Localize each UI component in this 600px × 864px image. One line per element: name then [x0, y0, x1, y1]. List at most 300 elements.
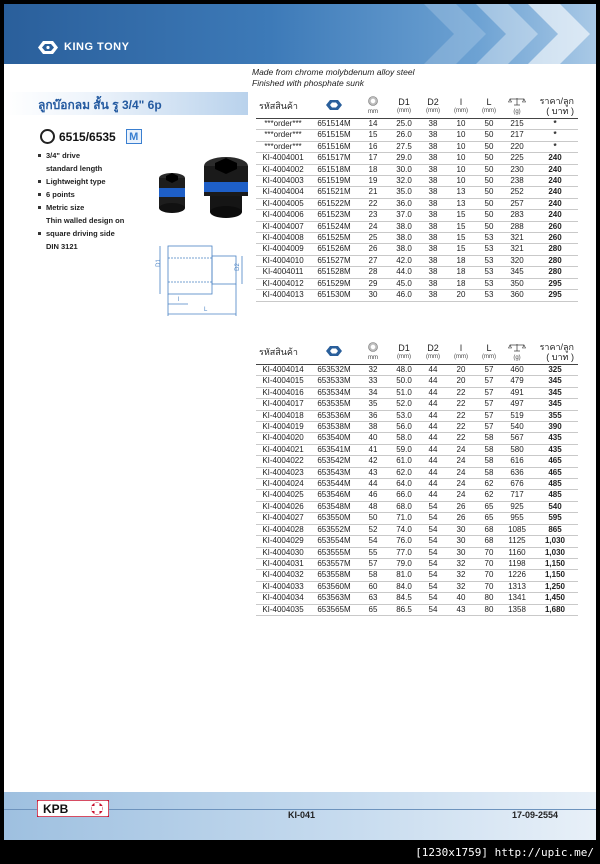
cell-size-mm: 36 [358, 410, 388, 421]
header-d2-unit: (mm) [426, 354, 440, 360]
cell-price: 240 [532, 153, 578, 164]
material-tagline [252, 67, 415, 89]
cell-weight: 1125 [502, 536, 532, 547]
table-row [256, 187, 578, 198]
cell-size-mm: 21 [358, 187, 388, 198]
cell-size-mm: 40 [358, 433, 388, 444]
cell-catalog-number: 653558M [310, 570, 358, 581]
cell-d2: 38 [420, 278, 446, 289]
cell-d1: 36.0 [388, 198, 420, 209]
cell-weight: 1198 [502, 558, 532, 569]
cell-product-code: ***order*** [256, 141, 310, 152]
cell-l1: 32 [446, 558, 476, 569]
table-row [256, 570, 578, 581]
header-d1-unit: (mm) [397, 354, 411, 360]
cell-product-code: ***order*** [256, 130, 310, 141]
header-d2 [420, 94, 446, 119]
cell-catalog-number: 653563M [310, 593, 358, 604]
table-row [256, 244, 578, 255]
table-row [256, 176, 578, 187]
cell-d1: 71.0 [388, 513, 420, 524]
cell-price: 240 [532, 164, 578, 175]
cell-weight: 676 [502, 479, 532, 490]
cell-catalog-number: 653552M [310, 524, 358, 535]
cell-weight: 540 [502, 422, 532, 433]
cell-d2: 44 [420, 399, 446, 410]
header-weight-icon [502, 94, 532, 119]
cell-product-code: KI-4004010 [256, 255, 310, 266]
cell-d2: 44 [420, 479, 446, 490]
header-price [532, 340, 578, 365]
cell-weight: 1085 [502, 524, 532, 535]
cell-size-mm: 33 [358, 376, 388, 387]
cell-size-mm: 19 [358, 176, 388, 187]
header-weight-icon-unit: (g) [513, 108, 521, 115]
header-weight-icon [502, 340, 532, 365]
cell-l1: 18 [446, 255, 476, 266]
cell-d2: 38 [420, 164, 446, 175]
cell-catalog-number: 653535M [310, 399, 358, 410]
cell-catalog-number: 651523M [310, 210, 358, 221]
cell-weight: 230 [502, 164, 532, 175]
cell-d2: 44 [420, 422, 446, 433]
cell-l1: 22 [446, 433, 476, 444]
cell-product-code: KI-4004001 [256, 153, 310, 164]
cell-d1: 45.0 [388, 278, 420, 289]
cell-d2: 44 [420, 456, 446, 467]
cell-weight: 580 [502, 444, 532, 455]
cell-size-mm: 41 [358, 444, 388, 455]
cell-l1: 10 [446, 153, 476, 164]
cell-weight: 283 [502, 210, 532, 221]
cell-size-mm: 35 [358, 399, 388, 410]
feature-item: DIN 3121 [46, 242, 78, 251]
table-row [256, 444, 578, 455]
cell-product-code: KI-4004016 [256, 387, 310, 398]
catalog-page [4, 4, 596, 840]
cell-size-mm: 14 [358, 119, 388, 130]
cell-l1: 26 [446, 501, 476, 512]
cell-l: 58 [476, 433, 502, 444]
cell-weight: 360 [502, 290, 532, 301]
feature-item: Lightweight type [46, 175, 124, 188]
cell-d1: 56.0 [388, 422, 420, 433]
cell-l1: 30 [446, 536, 476, 547]
cell-l: 80 [476, 593, 502, 604]
cell-d1: 61.0 [388, 456, 420, 467]
cell-d2: 38 [420, 290, 446, 301]
socket-size-icon [368, 96, 378, 106]
cell-size-mm: 44 [358, 479, 388, 490]
cell-catalog-number: 651529M [310, 278, 358, 289]
table-row [256, 119, 578, 130]
cell-catalog-number: 653554M [310, 536, 358, 547]
cell-d2: 54 [420, 513, 446, 524]
cell-d1: 44.0 [388, 267, 420, 278]
key-logo-icon [326, 100, 342, 110]
cell-price: 260 [532, 221, 578, 232]
cell-weight: 567 [502, 433, 532, 444]
cell-product-code: KI-4004005 [256, 198, 310, 209]
cell-size-mm: 24 [358, 221, 388, 232]
feature-list [46, 149, 124, 253]
cell-price: 280 [532, 244, 578, 255]
cell-l1: 32 [446, 570, 476, 581]
cell-d1: 66.0 [388, 490, 420, 501]
header-size-icon-unit: mm [368, 109, 378, 115]
cell-size-mm: 23 [358, 210, 388, 221]
cell-d1: 48.0 [388, 365, 420, 376]
cell-l: 68 [476, 536, 502, 547]
cell-l: 58 [476, 444, 502, 455]
cell-product-code: KI-4004033 [256, 581, 310, 592]
cell-price: 540 [532, 501, 578, 512]
cell-product-code: KI-4004028 [256, 524, 310, 535]
cell-catalog-number: 651525M [310, 233, 358, 244]
header-l1-unit: (mm) [454, 354, 468, 360]
cell-product-code: KI-4004032 [256, 570, 310, 581]
cell-d2: 54 [420, 570, 446, 581]
cell-l1: 15 [446, 210, 476, 221]
cell-l1: 30 [446, 547, 476, 558]
table-header-row [256, 94, 578, 119]
cell-d2: 54 [420, 536, 446, 547]
header-size-icon-unit: mm [368, 355, 378, 361]
table-row [256, 581, 578, 592]
cell-l1: 13 [446, 187, 476, 198]
header-price-unit: ( บาท ) [546, 352, 574, 362]
table-row [256, 479, 578, 490]
cell-size-mm: 60 [358, 581, 388, 592]
cell-l: 50 [476, 141, 502, 152]
cell-d1: 64.0 [388, 479, 420, 490]
cell-size-mm: 22 [358, 198, 388, 209]
cell-price: 1,150 [532, 558, 578, 569]
cell-l: 50 [476, 187, 502, 198]
cell-l1: 13 [446, 198, 476, 209]
cell-d1: 77.0 [388, 547, 420, 558]
page-date: 17-09-2554 [512, 810, 559, 820]
cell-weight: 1160 [502, 547, 532, 558]
cell-l: 58 [476, 467, 502, 478]
feature-item: Thin walled design on [46, 216, 125, 225]
cell-product-code: KI-4004017 [256, 399, 310, 410]
cell-catalog-number: 653543M [310, 467, 358, 478]
cell-l: 57 [476, 399, 502, 410]
header-l-unit: (mm) [482, 108, 496, 114]
cell-d2: 54 [420, 558, 446, 569]
cell-price: 280 [532, 255, 578, 266]
cell-d1: 81.0 [388, 570, 420, 581]
cell-product-code: KI-4004025 [256, 490, 310, 501]
cell-size-mm: 26 [358, 244, 388, 255]
cell-l: 70 [476, 558, 502, 569]
table-row [256, 198, 578, 209]
header-l [476, 340, 502, 365]
table-row [256, 399, 578, 410]
cell-l: 57 [476, 376, 502, 387]
cell-d1: 51.0 [388, 387, 420, 398]
cell-size-mm: 38 [358, 422, 388, 433]
cell-size-mm: 54 [358, 536, 388, 547]
table-row [256, 467, 578, 478]
drawing-label-d1: D1 [155, 259, 162, 267]
table-header-row [256, 340, 578, 365]
table-row [256, 490, 578, 501]
cell-size-mm: 42 [358, 456, 388, 467]
cell-l1: 24 [446, 456, 476, 467]
cell-d2: 38 [420, 255, 446, 266]
cell-price: 345 [532, 387, 578, 398]
cell-catalog-number: 651526M [310, 244, 358, 255]
cell-catalog-number: 653565M [310, 604, 358, 615]
cell-product-code: KI-4004034 [256, 593, 310, 604]
cell-catalog-number: 653538M [310, 422, 358, 433]
cell-d2: 38 [420, 198, 446, 209]
cell-l1: 15 [446, 221, 476, 232]
cell-catalog-number: 653536M [310, 410, 358, 421]
cell-l1: 24 [446, 444, 476, 455]
cell-l: 50 [476, 210, 502, 221]
cell-product-code: KI-4004027 [256, 513, 310, 524]
table-row [256, 130, 578, 141]
table-row [256, 593, 578, 604]
cell-catalog-number: 653541M [310, 444, 358, 455]
cell-l: 65 [476, 513, 502, 524]
cell-price: 1,030 [532, 547, 578, 558]
header-l-label: L [486, 97, 492, 107]
table-row [256, 153, 578, 164]
cell-size-mm: 30 [358, 290, 388, 301]
header-d1-label: D1 [398, 343, 410, 353]
cell-size-mm: 55 [358, 547, 388, 558]
cell-weight: 321 [502, 233, 532, 244]
header-d2-label: D2 [427, 97, 439, 107]
cell-l1: 40 [446, 593, 476, 604]
tagline-line-2: Finished with phosphate sunk [252, 78, 364, 88]
cell-product-code: KI-4004023 [256, 467, 310, 478]
cell-product-code: KI-4004030 [256, 547, 310, 558]
cell-size-mm: 32 [358, 365, 388, 376]
header-l1 [446, 94, 476, 119]
cell-size-mm: 58 [358, 570, 388, 581]
table-row [256, 233, 578, 244]
cell-d2: 38 [420, 153, 446, 164]
six-point-ring-icon [40, 129, 55, 144]
cell-catalog-number: 653550M [310, 513, 358, 524]
cell-catalog-number: 651522M [310, 198, 358, 209]
cell-product-code: KI-4004019 [256, 422, 310, 433]
header-price-label: ราคา/ลูก [539, 342, 574, 352]
header-d1 [388, 340, 420, 365]
cell-l: 57 [476, 410, 502, 421]
cell-product-code: KI-4004020 [256, 433, 310, 444]
header-l-unit: (mm) [482, 354, 496, 360]
cell-product-code: KI-4004029 [256, 536, 310, 547]
cell-catalog-number: 651527M [310, 255, 358, 266]
header-product-code-label: รหัสสินค้า [259, 346, 298, 357]
cell-d2: 44 [420, 490, 446, 501]
cell-catalog-number: 653544M [310, 479, 358, 490]
table-row [256, 210, 578, 221]
cell-d2: 54 [420, 501, 446, 512]
header-size-icon [358, 94, 388, 119]
cell-d2: 44 [420, 444, 446, 455]
cell-l1: 18 [446, 278, 476, 289]
cell-price: 1,150 [532, 570, 578, 581]
cell-d1: 58.0 [388, 433, 420, 444]
table-row [256, 410, 578, 421]
cell-d2: 44 [420, 410, 446, 421]
cell-product-code: KI-4004014 [256, 365, 310, 376]
cell-price: 240 [532, 187, 578, 198]
cell-d2: 38 [420, 130, 446, 141]
cell-price: 1,030 [532, 536, 578, 547]
cell-product-code: KI-4004024 [256, 479, 310, 490]
cell-size-mm: 29 [358, 278, 388, 289]
cell-d2: 54 [420, 604, 446, 615]
cell-d2: 38 [420, 141, 446, 152]
cell-size-mm: 46 [358, 490, 388, 501]
cell-d2: 38 [420, 210, 446, 221]
cell-price: 465 [532, 467, 578, 478]
cell-d1: 53.0 [388, 410, 420, 421]
cell-price: 345 [532, 376, 578, 387]
cell-d1: 74.0 [388, 524, 420, 535]
cell-l: 70 [476, 570, 502, 581]
cell-l: 50 [476, 221, 502, 232]
cell-l: 50 [476, 198, 502, 209]
header-l [476, 94, 502, 119]
table-row [256, 255, 578, 266]
table-row [256, 558, 578, 569]
cell-l: 53 [476, 233, 502, 244]
table-row [256, 141, 578, 152]
cell-l1: 18 [446, 267, 476, 278]
cell-l: 53 [476, 244, 502, 255]
cell-catalog-number: 651518M [310, 164, 358, 175]
cell-l: 50 [476, 153, 502, 164]
cell-l: 62 [476, 479, 502, 490]
header-price [532, 94, 578, 119]
cell-d1: 86.5 [388, 604, 420, 615]
cell-l: 62 [476, 490, 502, 501]
cell-price: 295 [532, 278, 578, 289]
cell-price: 485 [532, 490, 578, 501]
cell-weight: 252 [502, 187, 532, 198]
cell-l1: 10 [446, 164, 476, 175]
cell-size-mm: 63 [358, 593, 388, 604]
cell-size-mm: 65 [358, 604, 388, 615]
table-row [256, 221, 578, 232]
drawing-label-l: L [204, 307, 208, 313]
cell-product-code: KI-4004011 [256, 267, 310, 278]
model-number: 6515/6535 [59, 129, 116, 144]
cell-product-code: KI-4004018 [256, 410, 310, 421]
cell-price: 865 [532, 524, 578, 535]
cell-d1: 42.0 [388, 255, 420, 266]
cell-d1: 59.0 [388, 444, 420, 455]
cell-d2: 54 [420, 524, 446, 535]
cell-price: * [532, 119, 578, 130]
cell-d1: 84.0 [388, 581, 420, 592]
header-product-code-label: รหัสสินค้า [259, 100, 298, 111]
header-d1-label: D1 [398, 97, 410, 107]
cell-price: 1,250 [532, 581, 578, 592]
model-number-row [40, 129, 142, 144]
cell-d1: 38.0 [388, 233, 420, 244]
cell-d1: 35.0 [388, 187, 420, 198]
cell-d1: 26.0 [388, 130, 420, 141]
cell-catalog-number: 651521M [310, 187, 358, 198]
cell-l: 57 [476, 365, 502, 376]
cell-size-mm: 28 [358, 267, 388, 278]
cell-price: * [532, 141, 578, 152]
header-l-label: L [486, 343, 492, 353]
brand-logo [38, 37, 129, 57]
table-row [256, 278, 578, 289]
header-d1-unit: (mm) [397, 108, 411, 114]
cell-price: 435 [532, 444, 578, 455]
cell-product-code: KI-4004015 [256, 376, 310, 387]
cell-weight: 1313 [502, 581, 532, 592]
cell-l: 53 [476, 255, 502, 266]
cell-catalog-number: 653560M [310, 581, 358, 592]
header-d1 [388, 94, 420, 119]
cell-price: 240 [532, 176, 578, 187]
cell-d1: 38.0 [388, 221, 420, 232]
cell-d2: 38 [420, 119, 446, 130]
table-row [256, 501, 578, 512]
cell-d1: 25.0 [388, 119, 420, 130]
cell-weight: 238 [502, 176, 532, 187]
cell-price: 595 [532, 513, 578, 524]
cell-price: 390 [532, 422, 578, 433]
cell-price: 1,680 [532, 604, 578, 615]
cell-size-mm: 34 [358, 387, 388, 398]
cell-price: 295 [532, 290, 578, 301]
cell-l1: 10 [446, 119, 476, 130]
cell-catalog-number: 651515M [310, 130, 358, 141]
cell-l1: 26 [446, 513, 476, 524]
cell-l1: 20 [446, 365, 476, 376]
cell-weight: 1358 [502, 604, 532, 615]
header-size-icon [358, 340, 388, 365]
cell-size-mm: 52 [358, 524, 388, 535]
table-row [256, 536, 578, 547]
cell-size-mm: 17 [358, 153, 388, 164]
feature-item: Metric size [46, 201, 124, 214]
cell-l: 70 [476, 581, 502, 592]
header-l1-unit: (mm) [454, 108, 468, 114]
cell-price: * [532, 130, 578, 141]
table-row [256, 547, 578, 558]
cell-catalog-number: 653557M [310, 558, 358, 569]
cell-size-mm: 18 [358, 164, 388, 175]
cell-weight: 925 [502, 501, 532, 512]
cell-product-code: KI-4004004 [256, 187, 310, 198]
cell-price: 280 [532, 267, 578, 278]
table-row [256, 365, 578, 376]
cell-product-code: KI-4004009 [256, 244, 310, 255]
cell-product-code: KI-4004006 [256, 210, 310, 221]
cell-product-code: KI-4004003 [256, 176, 310, 187]
cell-l1: 30 [446, 524, 476, 535]
cell-l: 50 [476, 130, 502, 141]
kpb-logo-text: KPB [43, 802, 69, 816]
header-l1-label: l [460, 343, 462, 353]
cell-product-code: KI-4004035 [256, 604, 310, 615]
